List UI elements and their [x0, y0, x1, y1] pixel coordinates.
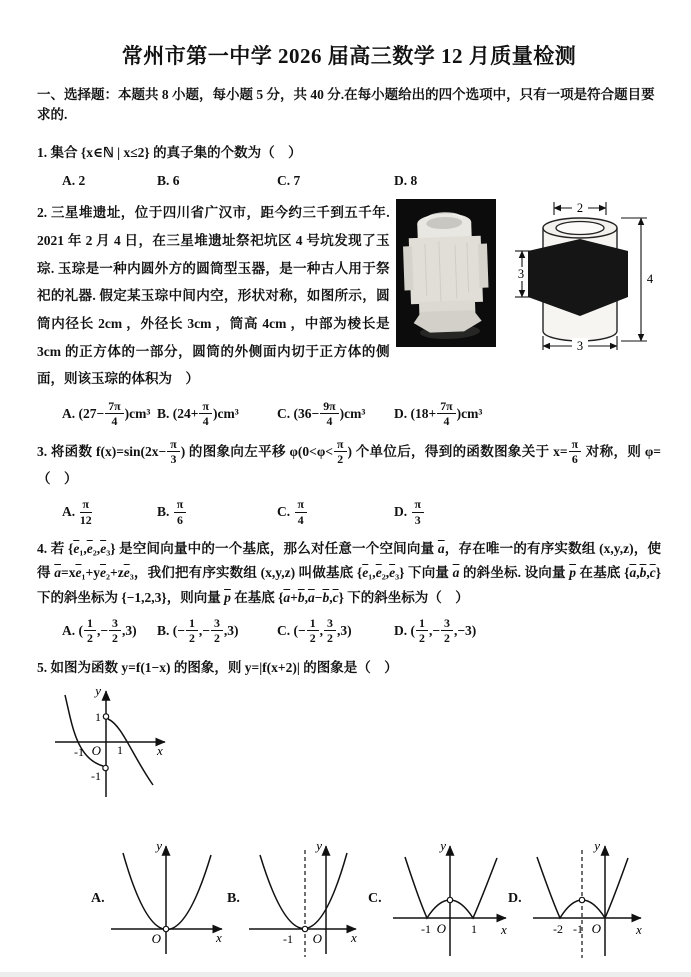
cylinder-inner-rim [556, 222, 604, 235]
q1-stem: 1. 集合 {x∈ℕ | x≤2} 的真子集的个数为（ ） [37, 145, 302, 160]
origin-label: O [151, 931, 161, 947]
x-axis-label: x [350, 930, 357, 946]
q2-option-d: D. (18+ $\frac{7\pi}{4}$ )cm³ [394, 399, 483, 429]
q4-stem: 4. 若 $\{\overline{e}_1,\overline{e}_2,\overline{e}_3\}$ 是空间向量中的一个基底，那么对任意一个空间向量 $\overline{a}$，存在唯一的有序实数组 (x,y,z)，使得 $\overline{a}=x\overline{e}_1+y\overline{e}_2+z\overline{e}_3$，我们把有序实数组 (x,y,z) 叫做基底 $\{\overline{e}_1,\overline{e}_2,\overline{e}_3\}$ 下向量 $\overline{a}$ 的斜坐标. 设向量 $\overline{p}$ 在基底 $\{\overline{a},\overline{b},\overline{c}\}$ 下的斜坐标为 {−1,2,3}，则向量 $\overline{p}$ 在基底 $\{\overline{a}+\overline{b},\overline{a}-\overline{b},\overline{c}\}$ 下的斜坐标为（ ） [37, 541, 662, 605]
curve-right-branch [108, 719, 153, 785]
option-graph-a [91, 838, 228, 960]
xtick-neg1: -1 [420, 922, 431, 937]
q4-option-c: C. (− $\frac{1}{2}$ , $\frac{3}{2}$ ,3) [277, 616, 352, 646]
open-point-peak [447, 898, 452, 903]
option-graph-d [508, 838, 645, 960]
q3-option-c: C. $\frac{\pi}{4}$ [277, 499, 394, 527]
xtick-neg1: -1 [282, 932, 293, 947]
y-axis-label: y [439, 838, 446, 854]
q2-option-a: A. (27− $\frac{7\pi}{4}$ )cm³ [62, 399, 151, 429]
xtick-neg2: -2 [552, 922, 563, 937]
y-axis-label: y [155, 838, 162, 854]
q2-block [37, 199, 661, 393]
origin-label: O [91, 743, 101, 759]
parabola-curve [123, 853, 211, 930]
dimension-left [515, 251, 530, 297]
dim-right-value: 4 [646, 272, 653, 287]
w-curve [405, 857, 497, 918]
dim-bottom-value: 3 [576, 339, 583, 354]
q2-stem: 2. 三星堆遗址，位于四川省广汉市，距今约三千到五千年. 2021 年 2 月 4 日，在三星堆遗址祭祀坑区 4 号坑发现了玉琮. 玉琮是一种内圆外方的圆筒型玉器，是一种古人用于祭祀的礼器. 假定某玉琮中间内空，形状对称，如图所示，圆筒内径长 2cm ，外径长 3cm ，筒高 4cm ，中部为棱长是 3cm 的正方体的一部分，圆筒的外侧面内切于正方体的侧面，则该玉琮的体积为 ） [37, 205, 390, 387]
graph-b [243, 838, 365, 960]
q5-option-graphs [37, 838, 661, 970]
scan-edge-artifact [0, 972, 691, 977]
ytick-neg1: -1 [91, 769, 101, 784]
y-axis-label: y [316, 838, 322, 854]
q3-option-a: A. $\frac{\pi}{12}$ [62, 497, 92, 527]
q1-options [37, 173, 661, 189]
ytick-1: 1 [95, 710, 101, 725]
graph-d [525, 838, 645, 960]
option-a-letter: A. [91, 891, 105, 907]
option-d-letter: D. [508, 891, 522, 907]
dim-left-value: 3 [517, 267, 524, 282]
open-point-vertex [302, 927, 307, 932]
open-point-origin [163, 927, 168, 932]
xtick-neg1: -1 [74, 745, 84, 760]
q2-options [37, 401, 661, 429]
q1-option-d: D. 8 [394, 173, 418, 189]
x-axis-label: x [500, 922, 507, 938]
open-point-0-neg1 [103, 766, 108, 771]
option-graph-c [368, 838, 510, 960]
y-axis-label: y [95, 683, 101, 699]
xtick-1: 1 [117, 743, 123, 758]
section-header: 一、选择题：本题共 8 小题，每小题 5 分，共 40 分.在每小题给出的四个选项中，只有一项是符合题目要求的. [37, 87, 655, 122]
xtick-1: 1 [470, 922, 477, 937]
q3-options [37, 499, 661, 527]
x-axis-label: x [157, 743, 163, 759]
origin-label: O [312, 931, 322, 947]
jade-cong-diagram [501, 199, 659, 353]
q3-stem: 3. 将函数 f(x)=sin(2x− $\frac{\pi}{3}$ ) 的图象向左平移 φ(0<φ< $\frac{\pi}{2}$ ) 个单位后，得到的函数图象关于 x= $\frac{\pi}{6}$ 对称，则 φ=（ ） [37, 436, 661, 486]
q2-figures [396, 199, 661, 393]
q1-option-a: A. 2 [62, 173, 86, 189]
x-axis-label: x [215, 930, 222, 946]
origin-label: O [436, 921, 446, 937]
q4-option-b: B. (− $\frac{1}{2}$ ,− $\frac{3}{2}$ ,3) [157, 616, 239, 646]
dim-top-value: 2 [576, 201, 583, 216]
q4-option-a: A. ( $\frac{1}{2}$ ,− $\frac{3}{2}$ ,3) [62, 616, 137, 646]
q5-main-graph [43, 682, 203, 830]
q4-option-d: D. ( $\frac{1}{2}$ ,− $\frac{3}{2}$ ,−3) [394, 616, 477, 646]
origin-label: O [591, 921, 601, 937]
q1-option-b: B. 6 [157, 173, 180, 189]
q3-option-d: D. $\frac{\pi}{3}$ [394, 499, 425, 527]
q1-option-c: C. 7 [277, 173, 301, 189]
parabola-curve [260, 853, 347, 929]
open-point-0-1 [103, 714, 108, 719]
q4-options [37, 618, 661, 646]
option-c-letter: C. [368, 891, 382, 907]
xtick-neg1: -1 [572, 922, 583, 937]
x-axis-label: x [635, 922, 642, 938]
q2-option-b: B. (24+ $\frac{\pi}{4}$ )cm³ [157, 399, 239, 429]
option-b-letter: B. [227, 891, 240, 907]
jade-cong-photo [396, 199, 496, 349]
q5-stem: 5. 如图为函数 y=f(1−x) 的图象，则 y=|f(x+2)| 的图象是（ ） [37, 659, 398, 675]
option-graph-b [227, 838, 365, 960]
open-point-peak [579, 898, 584, 903]
y-axis-label: y [593, 838, 600, 854]
graph-a [108, 838, 228, 960]
q3-option-b: B. $\frac{\pi}{6}$ [157, 499, 277, 527]
dimension-top [554, 200, 606, 215]
graph-c [385, 838, 510, 960]
page-title: 常州市第一中学 2026 届高三数学 12 月质量检测 [121, 44, 577, 68]
q2-option-c: C. (36− $\frac{9\pi}{4}$ )cm³ [277, 399, 366, 429]
